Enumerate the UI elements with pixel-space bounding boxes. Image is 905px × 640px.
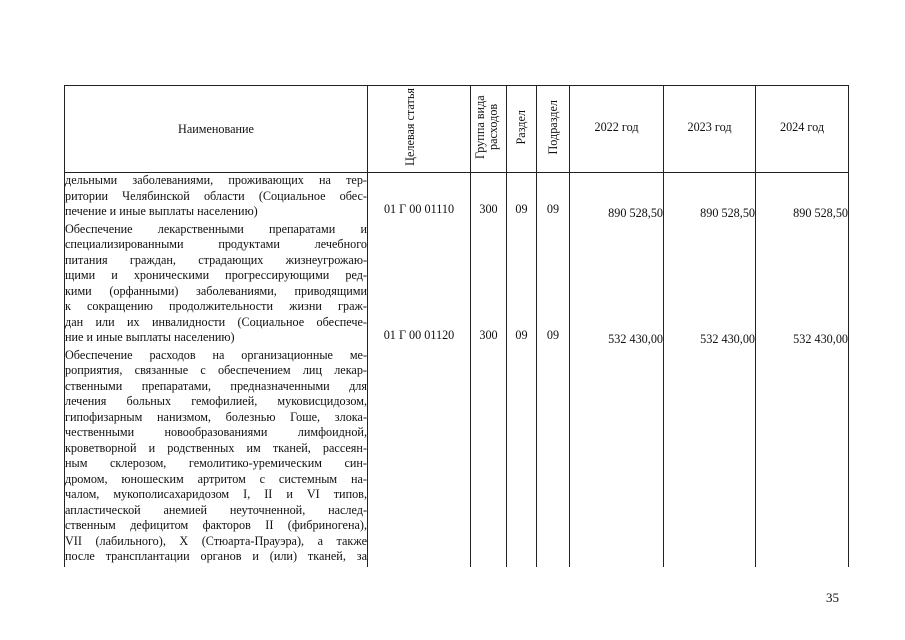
budget-table (64, 85, 849, 567)
row-expense-group-cell (471, 222, 507, 348)
table-row (65, 222, 849, 348)
row-name-line: к сокращению продолжительности жизни граж- (65, 299, 367, 313)
row-amount-2024: 890 528,50 (793, 206, 848, 220)
table-row (65, 348, 849, 567)
row-section: 09 (515, 328, 528, 342)
header-2022: 2022 год (570, 86, 664, 173)
row-expense-group: 300 (479, 202, 498, 216)
header-target-article: Целевая статья (368, 86, 471, 173)
row-subsection-cell (537, 222, 570, 348)
row-amount-2023: 890 528,50 (700, 206, 755, 220)
row-name-line: ственными препаратами, предназначенными для (65, 378, 367, 393)
row-expense-group-cell (471, 348, 507, 567)
row-section-cell (507, 222, 537, 348)
row-amount-2022-cell (570, 173, 664, 222)
header-2023: 2023 год (664, 86, 756, 173)
row-name-line: Обеспечение расходов на организационные ме- (65, 347, 367, 362)
row-name-line: роприятия, связанные с обеспечением лиц лекар- (65, 363, 367, 377)
row-target-article (368, 547, 470, 563)
row-subsection (537, 547, 569, 563)
row-amount-2024-cell (756, 222, 849, 348)
row-amount-2024-cell (756, 348, 849, 567)
row-expense-group: 300 (479, 328, 498, 342)
row-section-cell (507, 348, 537, 567)
row-amount-2022-cell (570, 348, 664, 567)
row-name-line: апластической анемией неуточненной, наслед- (65, 502, 367, 517)
row-name-line: дан или их инвалидности (Социальное обеспече- (65, 314, 367, 329)
header-section: Раздел (507, 86, 537, 173)
row-name-line: гипофизарным нанизмом, болезнью Гоше, злока- (65, 409, 367, 424)
row-subsection-cell (537, 348, 570, 567)
row-name-line: VII (лабильного), X (Стюарта-Прауэра), а также (65, 533, 367, 548)
row-name-line: Обеспечение лекарственными препаратами и (65, 221, 367, 236)
row-name-line: печение и иные выплаты населению) (65, 204, 258, 218)
row-name-line: после трансплантации органов и (или) тканей, за (65, 549, 367, 563)
header-subsection: Подраздел (537, 86, 570, 173)
row-section-cell (507, 173, 537, 222)
row-amount-2022-cell (570, 222, 664, 348)
row-target-article: 01 Г 00 01120 (383, 328, 455, 342)
row-name-line: питания граждан, страдающих жизнеугрожаю- (65, 252, 367, 267)
row-name-line: кими (орфанными) заболеваниями, приводящими (65, 283, 367, 298)
row-subsection: 09 (546, 202, 560, 216)
row-amount-2022: 532 430,00 (608, 332, 663, 346)
row-amount-2022 (570, 551, 663, 567)
header-name: Наименование (65, 86, 368, 173)
row-expense-group (471, 547, 506, 563)
row-name-line: чалом, мукополисахаридозом I, II и VI типов, (65, 487, 367, 501)
row-amount-2023: 532 430,00 (700, 332, 755, 346)
row-target-article-cell (368, 173, 471, 222)
row-name (65, 348, 368, 567)
row-name-line: чественными новообразованиями лимфоидной, (65, 425, 367, 439)
header-2024: 2024 год (756, 86, 849, 173)
row-name-line: дельными заболеваниями, проживающих на тер- (65, 173, 367, 187)
row-name (65, 222, 368, 348)
row-name-line: лечения больных гемофилией, муковисцидозом, (65, 394, 367, 408)
row-name-line: ственным дефицитом факторов II (фибриногена), (65, 518, 367, 532)
row-name-line: дромом, юношеским артритом с системным на- (65, 471, 367, 486)
row-target-article-cell (368, 348, 471, 567)
row-amount-2023-cell (664, 222, 756, 348)
row-amount-2024 (756, 551, 848, 567)
row-section (507, 547, 536, 563)
row-amount-2024-cell (756, 173, 849, 222)
row-subsection: 09 (546, 328, 560, 342)
table-body (65, 173, 849, 567)
row-expense-group-cell (471, 173, 507, 222)
row-target-article: 01 Г 00 01110 (383, 202, 455, 216)
row-amount-2023 (664, 551, 755, 567)
row-amount-2023-cell (664, 173, 756, 222)
row-amount-2024: 532 430,00 (793, 332, 848, 346)
row-name-line: ние и иные выплаты населению) (65, 330, 235, 344)
row-name-line: ритории Челябинской области (Социальное обес- (65, 188, 367, 203)
row-section: 09 (515, 202, 528, 216)
row-name-line: щими и хроническими прогрессирующими ред- (65, 268, 367, 282)
row-amount-2022: 890 528,50 (608, 206, 663, 220)
row-name (65, 173, 368, 222)
row-target-article-cell (368, 222, 471, 348)
row-subsection-cell (537, 173, 570, 222)
row-name-line: ным склерозом, гемолитико-уремическим син- (65, 456, 367, 470)
row-amount-2023-cell (664, 348, 756, 567)
table-header-row (65, 86, 849, 173)
header-expense-group: Группа вида расходов (471, 86, 507, 173)
page-number: 35 (826, 590, 839, 605)
row-name-line: специализированными продуктами лечебного (65, 237, 367, 251)
table-row (65, 173, 849, 222)
row-name-line: кроветворной и родственных им тканей, рассеян- (65, 440, 367, 455)
